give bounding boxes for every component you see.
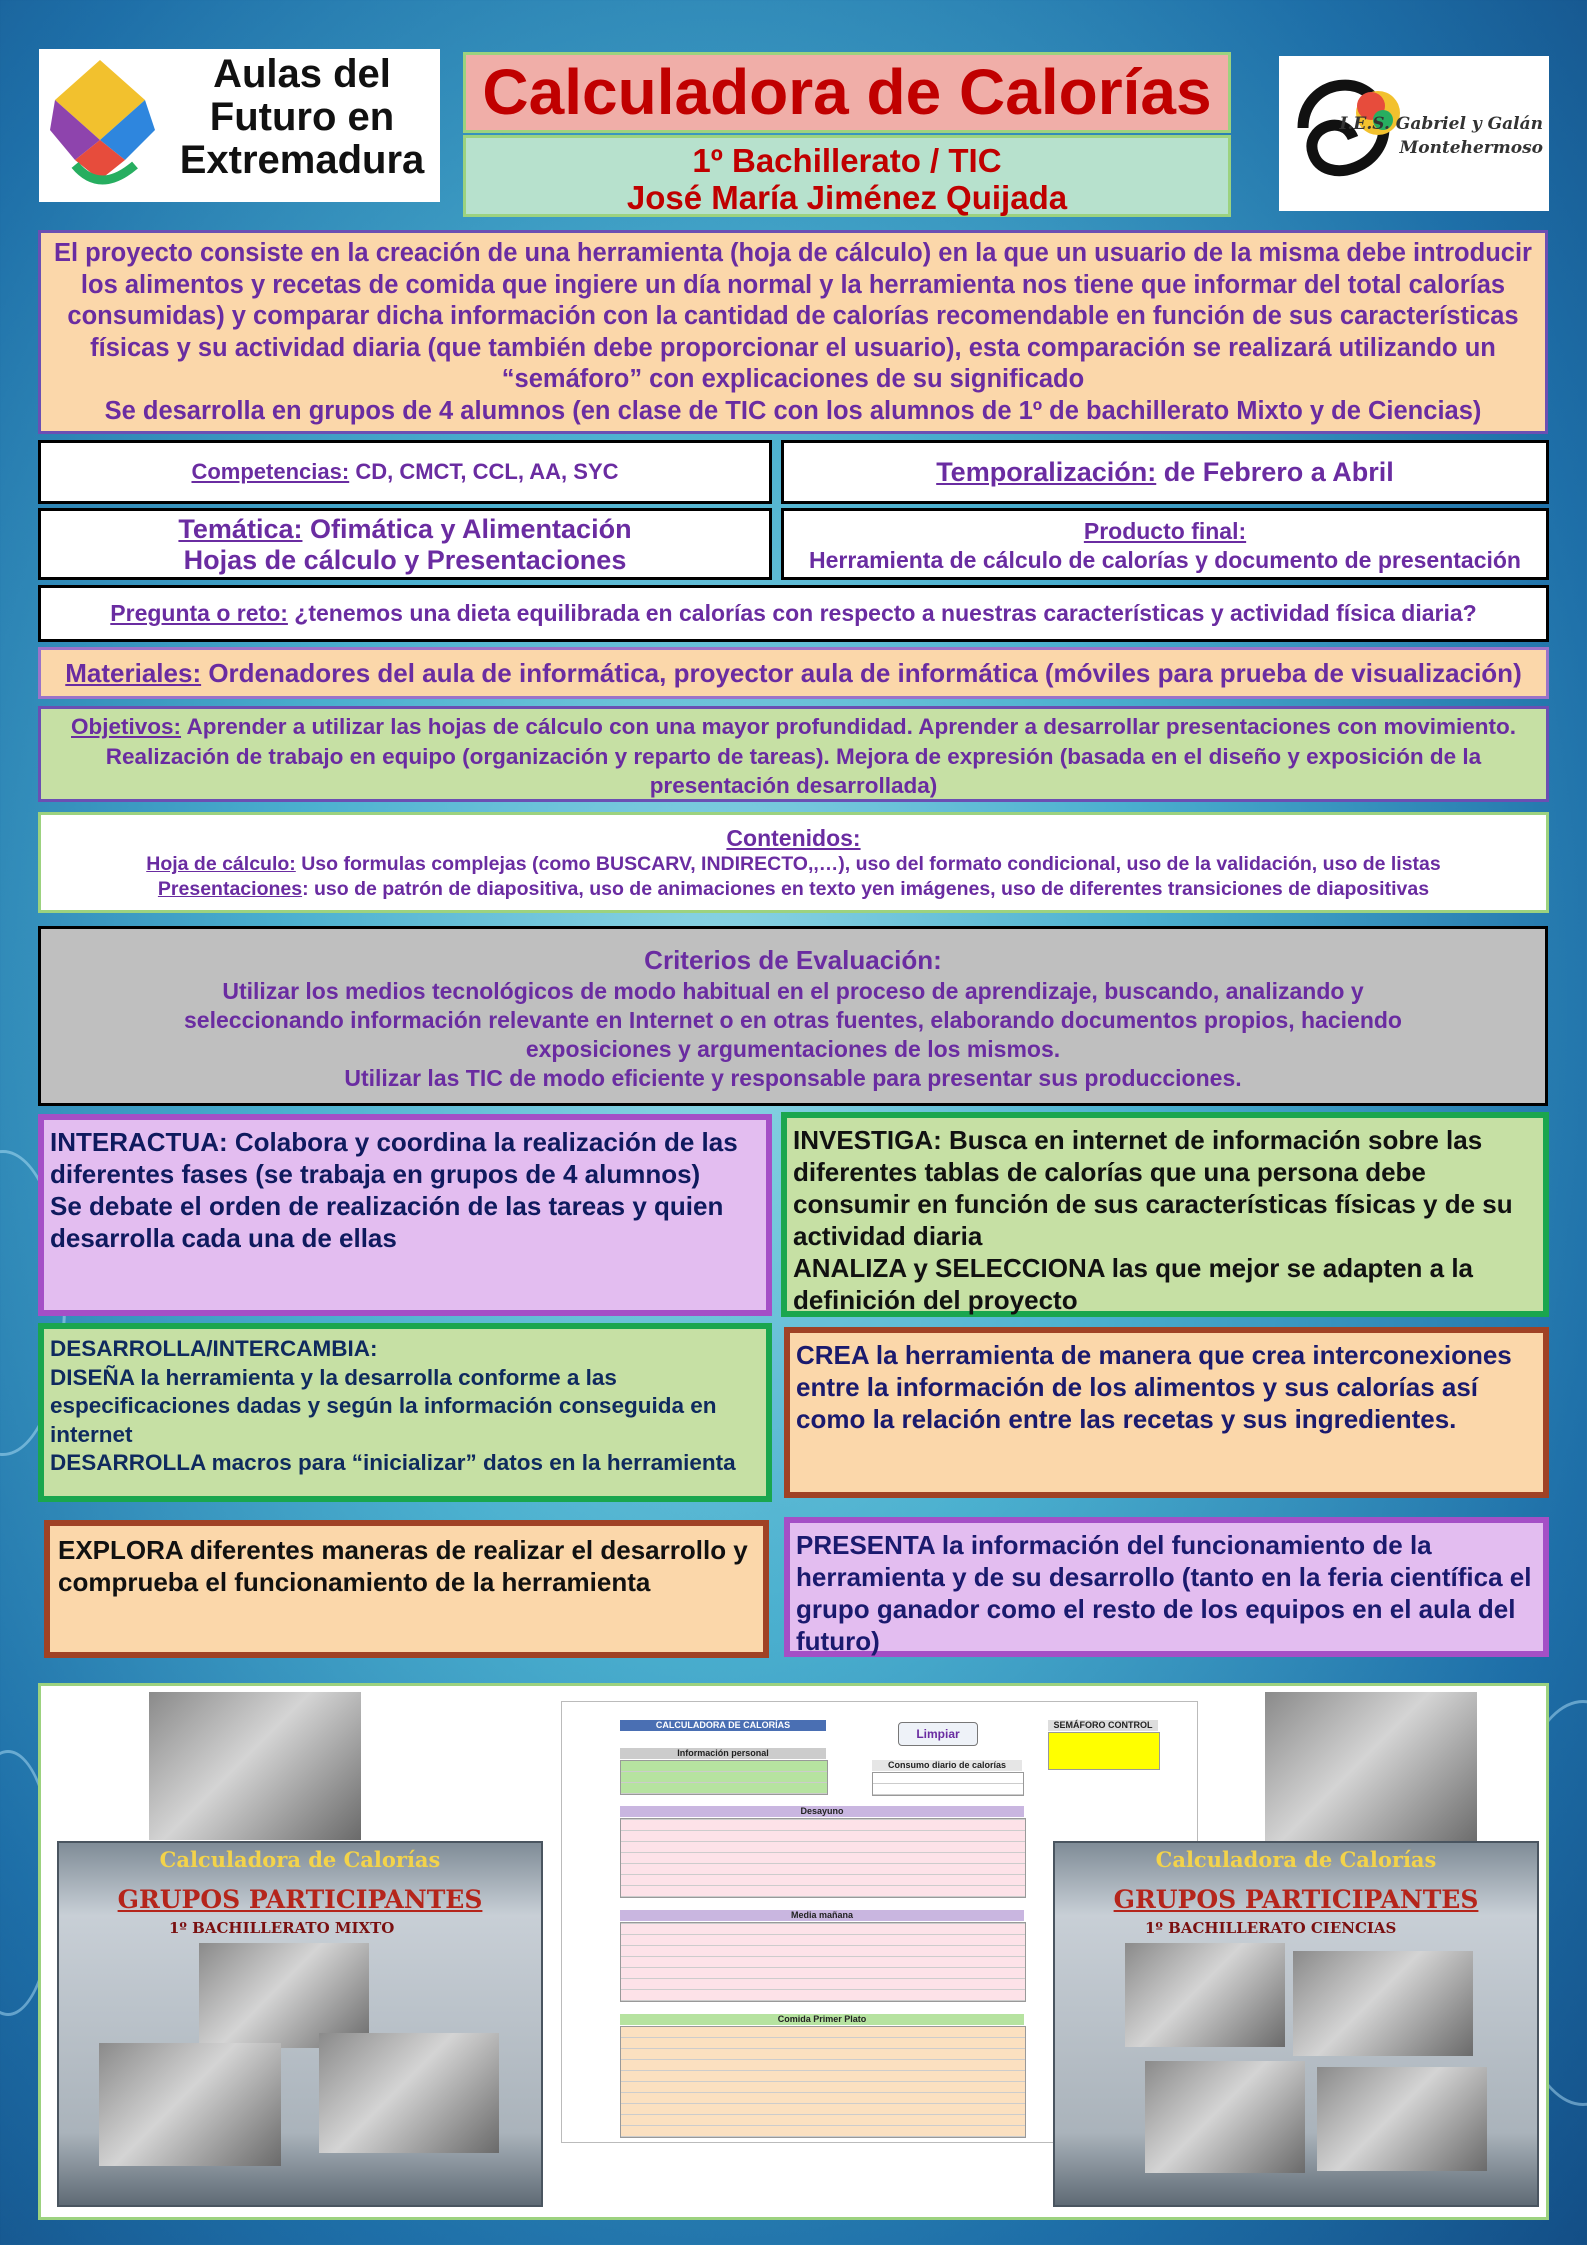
interactua-box (38, 1114, 772, 1316)
consumo-grid (872, 1772, 1024, 1796)
materiales-value: Ordenadores del aula de informática, proyector aula de informática (móviles para prueba de visualización) (201, 658, 1522, 688)
explora-box (44, 1520, 769, 1658)
slide-subheading: 1º BACHILLERATO CIENCIAS (1145, 1919, 1397, 1937)
personal-info-header: Información personal (620, 1748, 826, 1759)
competencias-label: Competencias: (191, 459, 350, 484)
school-logo (1279, 56, 1549, 211)
classroom-photo (1265, 1692, 1477, 1847)
pregunta-label: Pregunta o reto: (110, 600, 288, 626)
interactua-text-2: Se debate el orden de realización de las tareas y quien desarrolla cada una de ellas (50, 1191, 724, 1253)
course-label: 1º Bachillerato / TIC (692, 142, 1002, 179)
hoja-value: Uso formulas complejas (como BUSCARV, INDIRECTO,,…), uso del formato condicional, uso de la validación, uso de listas (295, 853, 1441, 875)
crea-box (784, 1327, 1549, 1498)
group-photo (1317, 2067, 1487, 2171)
objetivos-label: Objetivos: (71, 714, 182, 739)
author-label: José María Jiménez Quijada (626, 179, 1068, 216)
pregunta-box (38, 585, 1549, 642)
slide-title: Calculadora de Calorías (159, 1847, 441, 1872)
media-grid (620, 1922, 1026, 2002)
materiales-box (38, 647, 1549, 699)
group-photo (1145, 2061, 1305, 2173)
slide-subheading: 1º BACHILLERATO MIXTO (169, 1919, 395, 1937)
criterios-title: Criterios de Evaluación: (644, 945, 942, 975)
groups-text: Se desarrolla en grupos de 4 alumnos (en clase de TIC con los alumnos de 1º de bachillerato Mixto y de Ciencias) (104, 396, 1482, 425)
description-text: El proyecto consiste en la creación de una herramienta (hoja de cálculo) en la que un usuario de la misma debe introducir los alimentos y recetas de comida que ingiere un día normal y la herramienta nos tiene que informar del total calorías consumidas) y comparar dicha información con la cantidad de calorías recomendable en función de sus características físicas y su actividad diaria (que también debe proporcionar el usuario), esta comparación se realizará utilizando un “semáforo” con explicaciones de su significado (54, 239, 1532, 393)
consumo-header: Consumo diario de calorías (872, 1760, 1022, 1771)
desarrolla-title: DESARROLLA/INTERCAMBIA: (50, 1336, 378, 1361)
sheet-title: CALCULADORA DE CALORÍAS (620, 1720, 826, 1731)
group-photo (1125, 1943, 1285, 2047)
competencias-box (38, 440, 772, 504)
desayuno-grid (620, 1818, 1026, 1898)
slide-heading: GRUPOS PARTICIPANTES (117, 1885, 483, 1914)
criterios-box (38, 926, 1548, 1106)
objetivos-box (38, 706, 1549, 802)
desarrolla-box (38, 1323, 772, 1502)
aulas-del-futuro-logo (39, 49, 440, 202)
temporalizacion-box (781, 440, 1549, 504)
semaforo-label: SEMÁFORO CONTROL (1048, 1720, 1158, 1731)
desayuno-header: Desayuno (620, 1806, 1024, 1817)
group-photo (99, 2043, 281, 2166)
logo-text: Aulas del Futuro en Extremadura (179, 52, 425, 182)
hoja-label: Hoja de cálculo: (146, 853, 296, 875)
school-town: Montehermoso (1399, 138, 1543, 158)
poster-subtitle (463, 135, 1231, 217)
group-photo (1293, 1951, 1473, 2056)
slide-title: Calculadora de Calorías (1155, 1847, 1437, 1872)
personal-info-grid (620, 1760, 828, 1795)
criterios-text-2: Utilizar las TIC de modo eficiente y responsable para presentar sus producciones. (344, 1065, 1242, 1091)
objetivos-value: Aprender a utilizar las hojas de cálculo con una mayor profundidad. Aprender a desarrollar presentaciones con movimiento. Realización de trabajo en equipo (organización y reparto de tareas). Mejora de expresión (basada en el diseño y exposición de la presentación desarrollada) (105, 714, 1516, 798)
slide-heading: GRUPOS PARTICIPANTES (1113, 1885, 1479, 1914)
interactua-text: INTERACTUA: Colabora y coordina la realización de las diferentes fases (se trabaja en grupos de 4 alumnos) (50, 1127, 738, 1189)
comida-header: Comida Primer Plato (620, 2014, 1024, 2025)
competencias-value: CD, CMCT, CCL, AA, SYC (349, 459, 619, 484)
criterios-text-1: Utilizar los medios tecnológicos de modo habitual en el proceso de aprendizaje, buscando, analizando y seleccionando información relevante en Internet o en otras fuentes, elaborando documentos propios, haciendo exposiciones y argumentaciones de los mismos. (184, 978, 1402, 1062)
project-description (38, 230, 1548, 434)
desarrolla-text-1: DISEÑA la herramienta y la desarrolla conforme a las especificaciones dadas y según la información conseguida en internet (50, 1364, 717, 1447)
producto-box (781, 508, 1549, 580)
classroom-photo (149, 1692, 361, 1840)
desarrolla-text-2: DESARROLLA macros para “inicializar” datos en la herramienta (50, 1450, 736, 1475)
investiga-text: INVESTIGA: Busca en internet de información sobre las diferentes tablas de calorías que una persona debe consumir en función de sus características físicas y de su actividad diaria (793, 1125, 1513, 1251)
temporalizacion-value: de Febrero a Abril (1156, 457, 1394, 487)
crea-text: CREA la herramienta de manera que crea interconexiones entre la información de los alimentos y sus calorías así como la relación entre las recetas y sus ingredientes. (796, 1340, 1512, 1434)
presentaciones-label: Presentaciones (157, 878, 303, 900)
tematica-value-2: Hojas de cálculo y Presentaciones (183, 545, 627, 575)
investiga-text-2: ANALIZA y SELECCIONA las que mejor se adapten a la definición del proyecto (793, 1253, 1474, 1315)
presentaciones-value: : uso de patrón de diapositiva, uso de animaciones en texto yen imágenes, uso de diferentes transiciones de diapositivas (302, 878, 1430, 900)
presenta-text: PRESENTA la información del funcionamiento de la herramienta y de su desarrollo (tanto en la feria científica el grupo ganador como el resto de los equipos en el aula del futuro) (796, 1530, 1532, 1656)
pregunta-value: ¿tenemos una dieta equilibrada en calorías con respecto a nuestras características y actividad física diaria? (287, 600, 1477, 626)
investiga-box (781, 1112, 1549, 1317)
media-header: Media mañana (620, 1910, 1024, 1921)
contenidos-title: Contenidos: (726, 825, 861, 851)
semaforo-indicator (1048, 1732, 1160, 1770)
materiales-label: Materiales: (65, 658, 202, 688)
school-name: I.E.S. Gabriel y Galán (1339, 114, 1543, 134)
presenta-box (784, 1517, 1549, 1657)
tematica-box (38, 508, 772, 580)
tematica-label: Temática: (178, 514, 303, 544)
group-photo (319, 2033, 499, 2153)
temporalizacion-label: Temporalización: (936, 457, 1157, 487)
comida-grid (620, 2026, 1026, 2138)
slide-mixto (57, 1841, 543, 2207)
logo-icon (45, 55, 165, 195)
slide-ciencias (1053, 1841, 1539, 2207)
producto-label: Producto final: (1083, 518, 1247, 544)
poster-title: Calculadora de Calorías (463, 52, 1231, 133)
explora-text: EXPLORA diferentes maneras de realizar el desarrollo y comprueba el funcionamiento de la herramienta (58, 1535, 748, 1597)
clear-button: Limpiar (898, 1722, 978, 1746)
photo-gallery (38, 1683, 1549, 2220)
contenidos-box (38, 812, 1549, 913)
tematica-value: Ofimática y Alimentación (302, 514, 632, 544)
producto-value: Herramienta de cálculo de calorías y documento de presentación (809, 547, 1521, 573)
